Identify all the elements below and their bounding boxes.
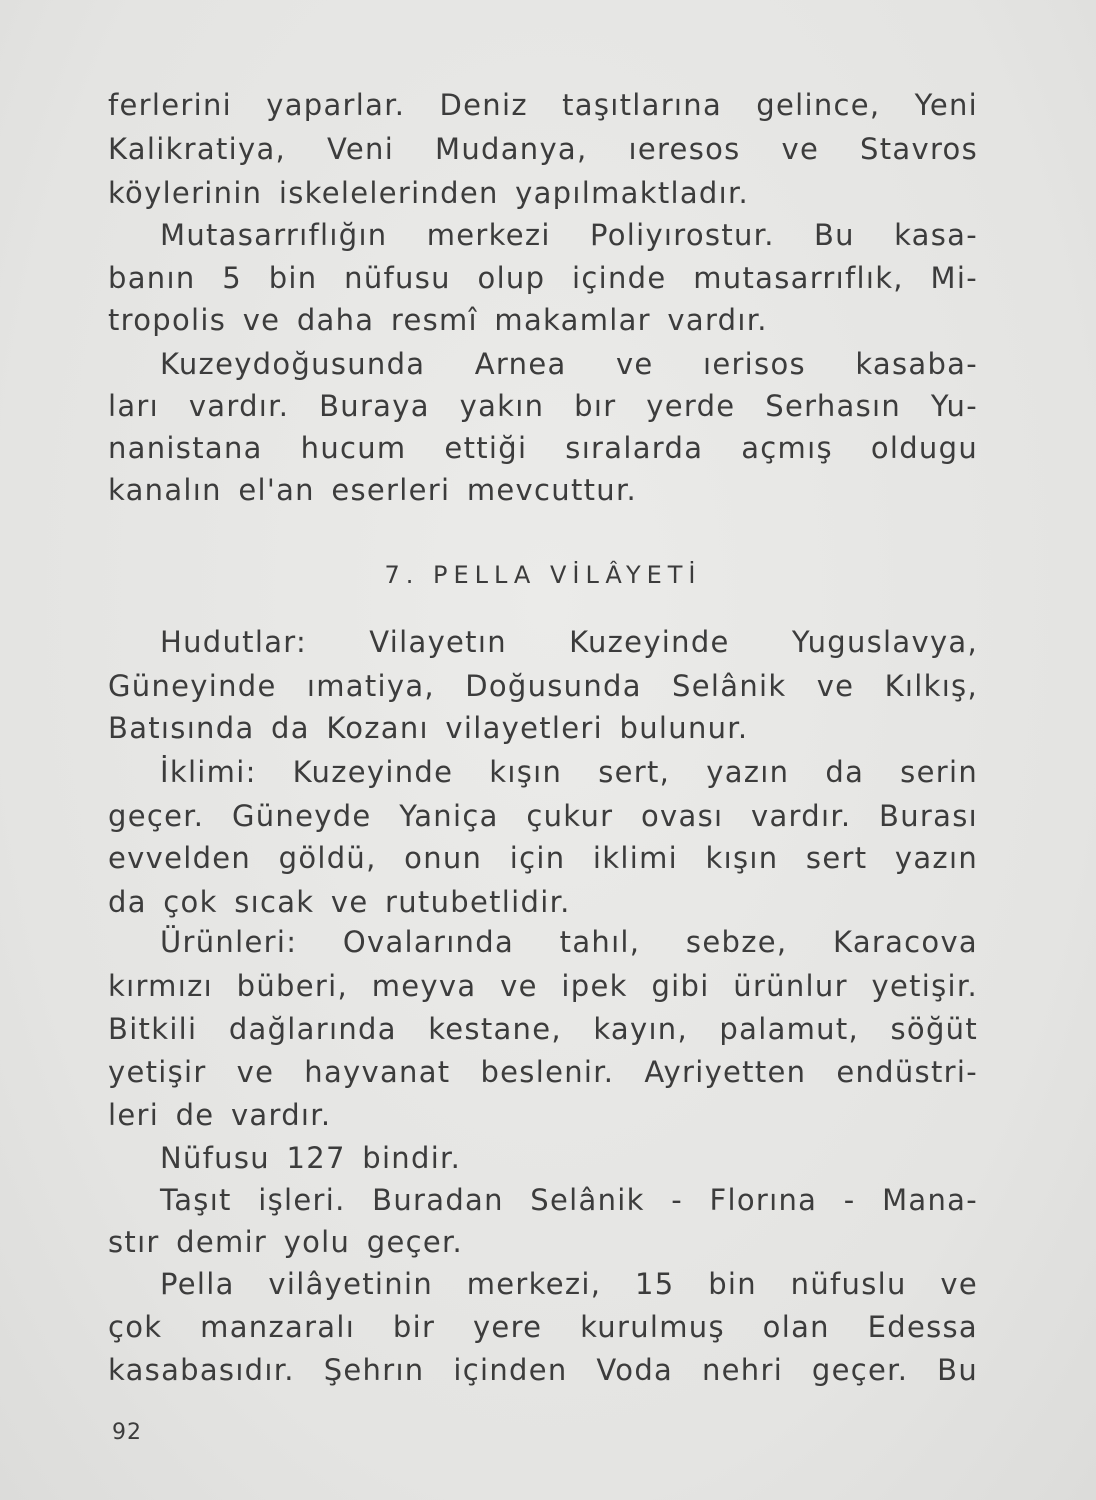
text-line: Ürünleri: Ovalarında tahıl, sebze, Karacova xyxy=(160,925,978,959)
text-line: ları vardır. Buraya yakın bır yerde Serhasın Yu- xyxy=(108,389,978,423)
text-line: evvelden göldü, onun için iklimi kışın sert yazın xyxy=(108,841,978,875)
text-line: Kuzeydoğusunda Arnea ve ıerisos kasaba- xyxy=(160,347,978,381)
text-line: kırmızı büberi, meyva ve ipek gibi ürünlur yetişir. xyxy=(108,969,978,1003)
text-line: da çok sıcak ve rutubetlidir. xyxy=(108,885,571,919)
text-line: çok manzaralı bir yere kurulmuş olan Edessa xyxy=(108,1310,978,1344)
text-line: yetişir ve hayvanat beslenir. Ayriyetten endüstri- xyxy=(108,1055,978,1089)
text-line: banın 5 bin nüfusu olup içinde mutasarrıflık, Mi- xyxy=(108,261,978,295)
text-line: Mutasarrıflığın merkezi Poliyırostur. Bu kasa- xyxy=(160,218,978,252)
text-line: tropolis ve daha resmî makamlar vardır. xyxy=(108,303,768,337)
text-line: Taşıt işleri. Buradan Selânik - Florına - Mana- xyxy=(160,1183,978,1217)
text-line: İklimi: Kuzeyinde kışın sert, yazın da serin xyxy=(160,755,978,789)
text-line: Batısında da Kozanı vilayetleri bulunur. xyxy=(108,711,749,745)
text-line: Kalikratiya, Veni Mudanya, ıeresos ve Stavros xyxy=(108,132,978,166)
text-line: geçer. Güneyde Yaniça çukur ovası vardır. Burası xyxy=(108,799,978,833)
text-line: ferlerini yaparlar. Deniz taşıtlarına gelince, Yeni xyxy=(108,88,978,122)
text-line: Pella vilâyetinin merkezi, 15 bin nüfuslu ve xyxy=(160,1267,978,1301)
section-heading: 7. PELLA VİLÂYETİ xyxy=(384,561,702,589)
text-line: Bitkili dağlarında kestane, kayın, palamut, söğüt xyxy=(108,1012,978,1046)
text-line: Nüfusu 127 bindir. xyxy=(160,1141,462,1175)
text-line: köylerinin iskelelerinden yapılmaktladır. xyxy=(108,176,750,210)
text-line: kanalın el'an eserleri mevcuttur. xyxy=(108,473,638,507)
page-number: 92 xyxy=(112,1420,142,1445)
text-line: stır demir yolu geçer. xyxy=(108,1225,464,1259)
text-line: Hudutlar: Vilayetın Kuzeyinde Yuguslavya, xyxy=(160,625,978,659)
text-line: nanistana hucum ettiği sıralarda açmış oldugu xyxy=(108,431,978,465)
text-line: kasabasıdır. Şehrın içinden Voda nehri geçer. Bu xyxy=(108,1353,978,1387)
text-line: Güneyinde ımatiya, Doğusunda Selânik ve Kılkış, xyxy=(108,669,978,703)
text-line: leri de vardır. xyxy=(108,1098,332,1132)
